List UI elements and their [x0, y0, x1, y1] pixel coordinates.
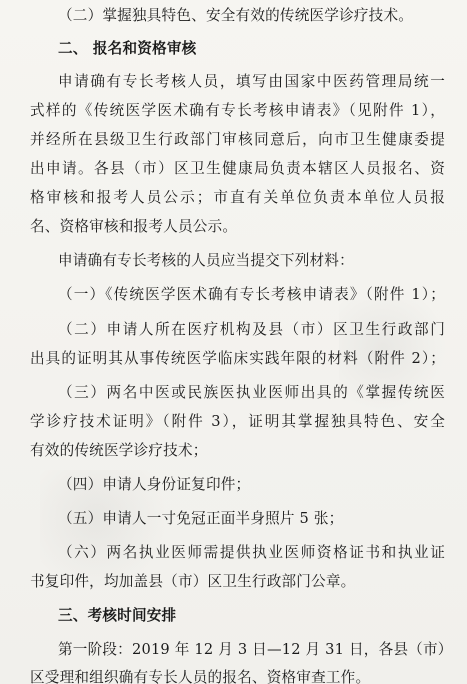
list-item-line: 出具的证明其从事传统医学临床实践年限的材料（附件 2）； — [30, 350, 445, 367]
paragraph-line: 申请确有专长考核人员，填写由国家中医药管理局统一 — [58, 73, 445, 90]
paragraph-line: 式样的《传统医学医术确有专长考核申请表》（见附件 1）， — [30, 102, 445, 119]
list-item-line: （六）两名执业医师需提供执业医师资格证书和执业证 — [58, 544, 445, 561]
paragraph-line: 并经所在县级卫生行政部门审核同意后，向市卫生健康委提 — [30, 131, 445, 148]
paragraph-line: 申请确有专长考核的人员应当提交下列材料： — [58, 252, 354, 269]
paragraph-line: 名、资格审核和报考人员公示。 — [30, 218, 238, 235]
section-heading: 三、考核时间安排 — [58, 607, 177, 624]
list-item-line: （三）两名中医或民族医执业医师出具的《掌握传统医 — [58, 384, 445, 401]
paragraph-line: 格审核和报考人员公示；市直有关单位负责本单位人员报 — [30, 189, 445, 206]
paragraph-line: 区受理和组织确有专长人员的报名、资格审查工作。 — [30, 669, 371, 684]
paragraph-line: 出申请。各县（市）区卫生健康局负责本辖区人员报名、资 — [30, 160, 445, 177]
paragraph-line: （二）掌握独具特色、安全有效的传统医学诊疗技术。 — [58, 7, 414, 24]
section-heading: 二、 报名和资格审核 — [58, 40, 197, 57]
list-item-line: （二）申请人所在医疗机构及县（市）区卫生行政部门 — [58, 321, 445, 338]
list-item-line: （五）申请人一寸免冠正面半身照片 5 张； — [58, 510, 344, 527]
list-item-line: （一）《传统医学医术确有专长考核申请表》（附件 1）； — [58, 286, 445, 303]
list-item-line: 书复印件，均加盖县（市）区卫生行政部门公章。 — [30, 573, 356, 590]
list-item-line: 有效的传统医学诊疗技术； — [30, 442, 208, 459]
paragraph-line: 第一阶段：2019 年 12 月 3 日—12 月 31 日，各县（市） — [58, 641, 453, 658]
list-item-line: 学诊疗技术证明》（附件 3），证明其掌握独具特色、安全 — [30, 413, 445, 430]
list-item-line: （四）申请人身份证复印件； — [58, 476, 251, 493]
